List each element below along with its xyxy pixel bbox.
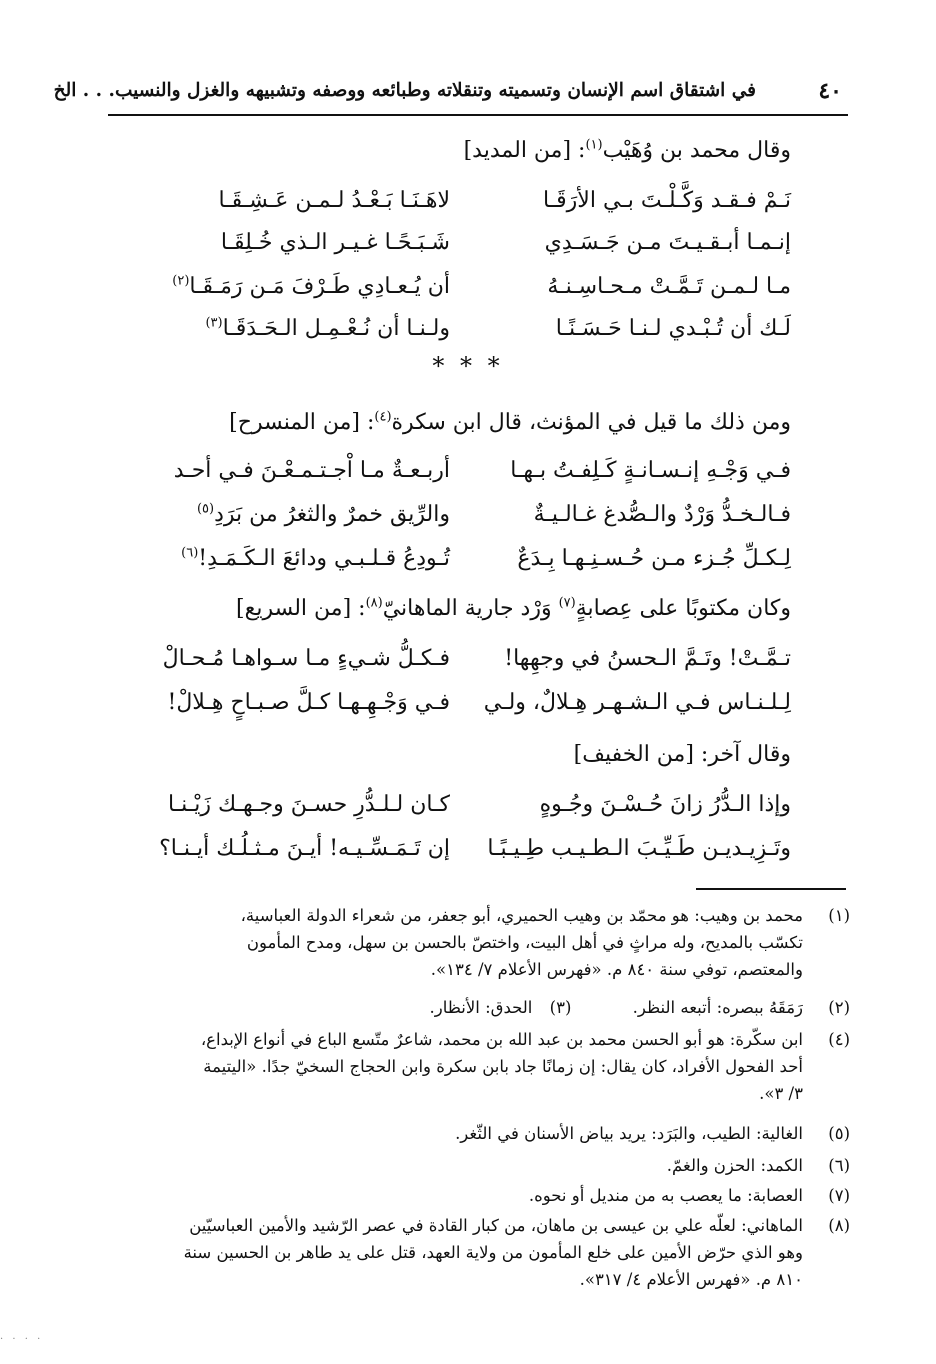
footnote-separator [696, 888, 846, 890]
footnote-line: ابن سكّرة: هو أبو الحسن محمد بن عبد الله بن محمد، شاعرٌ متّسع الباع في أنواع الإبداع، [200, 1030, 803, 1049]
footnote-line: تكسّب بالمديح، وله مراثٍ في أهل البيت، واختصّ بالحسن بن سهل، ومدح المأمون [246, 933, 803, 952]
footnote-line: وهو الذي حرّض الأمين على خلع المأمون من ولاية العهد، قتل على يد طاهر بن الحسين سنة [183, 1243, 803, 1262]
verse-left-hemistich: فـي وَجْـهِـهـا كـلَّ صـبـاحٍ هِـلالْ! [167, 690, 450, 715]
verse-right-hemistich: إنـمـا أبـقـيـتَ مـن جَـسَـدِي [544, 230, 791, 255]
footnote-line: محمد بن وهيب: هو محمّد بن وهيب الحميري، أبو جعفر، من شعراء الدولة العباسية، [240, 906, 803, 925]
verse-left-hemistich: لاهَـنَـا بَـعْـدُ لـمـن عَـشِـقَـا [218, 188, 450, 213]
footnote-ref: (٣) [205, 315, 223, 331]
page-header [53, 72, 848, 116]
footnote-line: رَمَقَهُ ببصره: أتبعه النظر. [632, 998, 803, 1017]
footnote-number: (٢) [828, 998, 850, 1017]
scan-speckles: · · · · [0, 1334, 44, 1345]
verse-right-hemistich: وإذا الـدُّرُ زانَ حُـسْـنَ وجُـوهٍ [539, 792, 791, 817]
footnote-1 [118, 902, 848, 983]
poem-intro-3: وكان مكتوبًا على عِصابةٍ$^{(٧)}$ وَرْد جارية الماهانيّ$^{(٨)}$: [من السريع] [236, 595, 791, 621]
verse-right-hemistich: نَـمْ فـقـد وَكَّـلْـتَ بـي الأرَقَـا [543, 188, 791, 213]
verse-left-hemistich: فـكـلُّ شـيءٍ مـا سـواهـا مُـحـالْ [162, 646, 450, 671]
footnote-number: (١) [828, 906, 850, 925]
footnote-number: (٥) [828, 1124, 850, 1143]
verse-left-hemistich: تُـودِعُ قـلـبـي ودائعَ الـكَـمَـدِ!$^{(٦)}$ [181, 545, 450, 571]
footnote-8 [118, 1212, 848, 1293]
verse-left-hemistich: شَـبَـحًـا غـيـر الـذي خُـلِقَـا [220, 230, 450, 255]
running-title: في اشتقاق اسم الإنسان وتسميته وتنقلاته وطبائعه ووصفه وتشبيهه والغزل والنسيب. . . الخ [53, 80, 756, 101]
verse-right-hemistich: فـي وَجْـهِ إنـسـانـةٍ كَـلِفـتُ بـهـا [510, 458, 791, 483]
poem-intro-1: وقال محمد بن وُهَيْب$^{(١)}$: [من المديد] [463, 137, 791, 163]
verse-right-hemistich: تـمَّـتْ! وتَـمَّ الـحسنُ في وجهِها! [504, 646, 791, 671]
footnote-2-3 [118, 994, 848, 1021]
footnote-number: (٣) [549, 998, 572, 1017]
footnote-ref: (١) [585, 137, 603, 153]
footnote-ref: (٧) [558, 595, 576, 611]
verse-right-hemistich: لَـك أن تُـبْـدي لـنـا حَـسَـنًـا [555, 316, 791, 341]
footnote-6 [118, 1152, 848, 1179]
footnote-5 [118, 1120, 848, 1147]
verse-right-hemistich: لِـكـلِّ جُـزء مـن حُـسـنِـهـا بِـدَعٌ [517, 546, 791, 571]
verse-left-hemistich: ولـنـا أن نُـعْـمِـل الـحَـدَقَـا$^{(٣)}$ [205, 315, 450, 341]
footnote-line: العصابة: ما يعصب به من منديل أو نحوه. [528, 1186, 803, 1205]
verse-left-hemistich: والرِّيق خمرٌ والثغرُ من بَرَدِ$^{(٥)}$ [196, 501, 450, 527]
footnote-ref: (٤) [374, 409, 392, 425]
verse-left-hemistich: أن يُـعـادِي طَـرْفَ مَـن رَمَـقَـا$^{(٢)}$ [172, 273, 450, 299]
verse-right-hemistich: وتَـزِيـديـن طَـيِّـبَ الـطـيـب طِـيـبًـا [487, 836, 791, 861]
verse-right-hemistich: مـا لـمـن تَـمَّـتْ مـحـاسِـنـهُ [547, 274, 791, 299]
page-number: ٤٠ [818, 78, 842, 104]
footnote-ref: (٥) [196, 501, 215, 517]
footnote-number: (٤) [828, 1030, 850, 1049]
footnote-number: (٦) [828, 1156, 850, 1175]
footnote-line: والمعتصم، توفي سنة ٨٤٠ م. «فهرس الأعلام ٧/ ١٣٤». [430, 960, 803, 979]
verse-right-hemistich: فـالـخـدُّ وَرْدٌ والـصُّدغ غـالـيـةٌ [533, 502, 791, 527]
verse-left-hemistich: كـان لـلـدُّرِ حسـنَ وجـهـك زَيْـنـا [168, 792, 450, 817]
poem-intro-4: وقال آخر: [من الخفيف] [573, 742, 791, 767]
footnote-7 [118, 1182, 848, 1209]
footnote-line: الماهاني: لعلّه علي بن عيسى بن ماهان، من كبار القادة في عصر الرّشيد والأمين العباسيّين [189, 1216, 803, 1235]
footnote-number: (٨) [828, 1216, 850, 1235]
footnote-line: ٣/ ٣». [759, 1084, 803, 1103]
verse-left-hemistich: إن تَـمَـسِّـيـه! أيـنَ مـثـلُـك أيـنـا؟ [159, 836, 450, 861]
poem-intro-2: ومن ذلك ما قيل في المؤنث، قال ابن سكرة$^{(٤)}$: [من المنسرح] [229, 409, 791, 435]
footnote-line: الكمد: الحزن والغمّ. [666, 1156, 803, 1175]
footnote-ref: (٢) [172, 273, 190, 289]
section-separator: * * * [432, 352, 504, 380]
footnote-line: الحدق: الأنظار. [429, 998, 533, 1017]
footnote-line: أحد الفحول الأفراد، كان يقال: إن زمانًا جاد بابن سكرة وابن الحجاج السخيّ جدًا. «اليتيمة [203, 1057, 803, 1076]
footnote-line: ٨١٠ م. «فهرس الأعلام ٤/ ٣١٧». [579, 1270, 803, 1289]
footnote-ref: (٨) [365, 595, 383, 611]
verse-left-hemistich: أربـعـةٌ مـا اْجـتـمـعْـنَ فـي أحـد [173, 458, 450, 483]
footnote-number: (٧) [828, 1186, 850, 1205]
footnote-ref: (٦) [181, 545, 199, 561]
verse-right-hemistich: لِـلـنـاس فـي الـشـهـر هِـلالٌ، ولـي [483, 690, 791, 715]
footnote-line: الغالية: الطيب، والبَرَد: يريد بياض الأسنان في الثّغر. [455, 1124, 803, 1143]
footnote-4 [118, 1026, 848, 1107]
